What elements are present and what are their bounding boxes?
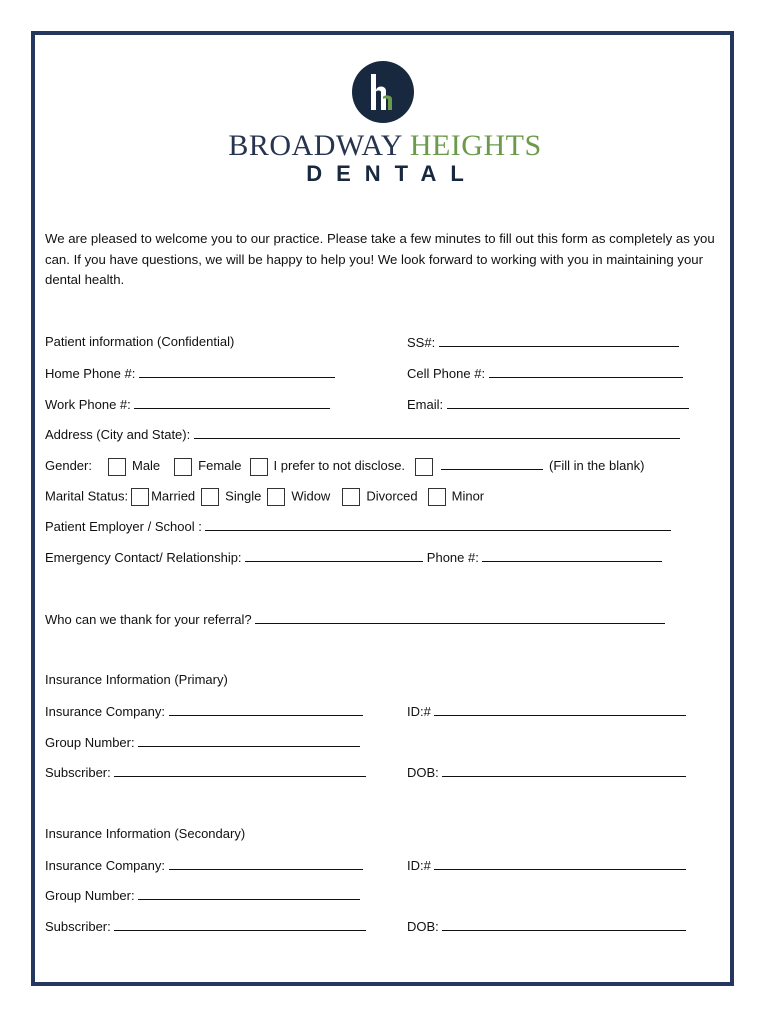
- male-label: Male: [131, 458, 161, 473]
- primary-group-field[interactable]: [45, 734, 360, 751]
- widow-checkbox[interactable]: [267, 488, 285, 506]
- logo-icon: [352, 61, 414, 123]
- secondary-subscriber-field[interactable]: [45, 918, 366, 935]
- employer-label: Patient Employer / School :: [45, 519, 202, 534]
- cell-phone-line[interactable]: [489, 365, 683, 378]
- secondary-group-line[interactable]: [138, 887, 360, 900]
- work-phone-label: Work Phone #:: [45, 397, 131, 412]
- home-phone-label: Home Phone #:: [45, 366, 136, 381]
- brand-word-heights: HEIGHTS: [409, 129, 542, 162]
- secondary-company-line[interactable]: [169, 857, 363, 870]
- secondary-group-field[interactable]: [45, 887, 360, 904]
- work-phone-field[interactable]: [45, 396, 330, 413]
- divorced-label: Divorced: [366, 488, 418, 504]
- referral-label: Who can we thank for your referral?: [45, 612, 252, 627]
- employer-field[interactable]: [45, 518, 671, 535]
- secondary-subscriber-line[interactable]: [114, 918, 366, 931]
- home-phone-line[interactable]: [139, 365, 335, 378]
- primary-subscriber-field[interactable]: [45, 764, 366, 781]
- female-checkbox[interactable]: [174, 458, 192, 476]
- home-phone-field[interactable]: [45, 365, 335, 382]
- secondary-dob-label: DOB:: [407, 919, 439, 934]
- address-field[interactable]: [45, 426, 680, 443]
- primary-subscriber-line[interactable]: [114, 764, 366, 777]
- primary-company-line[interactable]: [169, 703, 363, 716]
- female-label: Female: [198, 458, 242, 473]
- minor-label: Minor: [451, 488, 485, 504]
- email-field[interactable]: [407, 396, 689, 413]
- marital-label: Marital Status:: [45, 488, 129, 504]
- primary-company-field[interactable]: [45, 703, 363, 720]
- ss-line[interactable]: [439, 334, 679, 347]
- employer-line[interactable]: [205, 518, 671, 531]
- no-disclose-label: I prefer to not disclose.: [273, 458, 406, 473]
- secondary-id-label: ID:#: [407, 858, 431, 873]
- primary-id-line[interactable]: [434, 703, 686, 716]
- emergency-phone-line[interactable]: [482, 549, 662, 562]
- secondary-id-field[interactable]: [407, 857, 686, 874]
- marital-row: [45, 488, 484, 506]
- primary-heading: Insurance Information (Primary): [45, 672, 228, 687]
- primary-dob-field[interactable]: [407, 764, 686, 781]
- emergency-field[interactable]: [45, 549, 662, 566]
- secondary-company-field[interactable]: [45, 857, 363, 874]
- primary-company-label: Insurance Company:: [45, 704, 165, 719]
- secondary-group-label: Group Number:: [45, 888, 135, 903]
- no-disclose-checkbox[interactable]: [250, 458, 268, 476]
- primary-dob-line[interactable]: [442, 764, 686, 777]
- male-checkbox[interactable]: [108, 458, 126, 476]
- other-gender-line[interactable]: [441, 457, 543, 470]
- secondary-dob-line[interactable]: [442, 918, 686, 931]
- cell-phone-label: Cell Phone #:: [407, 366, 486, 381]
- brand-name: [0, 128, 770, 164]
- minor-checkbox[interactable]: [428, 488, 446, 506]
- address-line[interactable]: [194, 426, 680, 439]
- gender-row: [45, 457, 644, 476]
- email-label: Email:: [407, 397, 444, 412]
- married-label: Married: [151, 488, 196, 504]
- brand-dental: DENTAL: [306, 161, 478, 186]
- address-label: Address (City and State):: [45, 427, 191, 442]
- primary-dob-label: DOB:: [407, 765, 439, 780]
- secondary-company-label: Insurance Company:: [45, 858, 165, 873]
- secondary-id-line[interactable]: [434, 857, 686, 870]
- work-phone-line[interactable]: [134, 396, 330, 409]
- ss-field[interactable]: [407, 334, 679, 351]
- email-line[interactable]: [447, 396, 689, 409]
- primary-group-line[interactable]: [138, 734, 360, 747]
- single-checkbox[interactable]: [201, 488, 219, 506]
- emergency-label: Emergency Contact/ Relationship:: [45, 550, 242, 565]
- other-gender-checkbox[interactable]: [415, 458, 433, 476]
- brand-word-broadway: BROADWAY: [228, 129, 402, 162]
- intro-paragraph: We are pleased to welcome you to our practice. Please take a few minutes to fill out this form as completely as you can. If you have questions, we will be happy to help you! We look forward to working with you in maintaining your dental health.: [45, 231, 715, 287]
- emergency-phone-label: Phone #:: [426, 550, 479, 565]
- divorced-checkbox[interactable]: [342, 488, 360, 506]
- single-label: Single: [225, 488, 262, 504]
- primary-id-field[interactable]: [407, 703, 686, 720]
- married-checkbox[interactable]: [131, 488, 149, 506]
- fill-blank-label: (Fill in the blank): [549, 458, 645, 473]
- patient-heading: Patient information (Confidential): [45, 334, 235, 349]
- secondary-subscriber-label: Subscriber:: [45, 919, 111, 934]
- gender-label: Gender:: [45, 458, 92, 473]
- cell-phone-field[interactable]: [407, 365, 683, 382]
- primary-subscriber-label: Subscriber:: [45, 765, 111, 780]
- emergency-line[interactable]: [245, 549, 423, 562]
- primary-group-label: Group Number:: [45, 735, 135, 750]
- secondary-heading: Insurance Information (Secondary): [45, 826, 246, 841]
- ss-label: SS#:: [407, 335, 436, 350]
- secondary-dob-field[interactable]: [407, 918, 686, 935]
- referral-line[interactable]: [255, 611, 665, 624]
- widow-label: Widow: [291, 488, 331, 504]
- referral-field[interactable]: [45, 611, 665, 628]
- primary-id-label: ID:#: [407, 704, 431, 719]
